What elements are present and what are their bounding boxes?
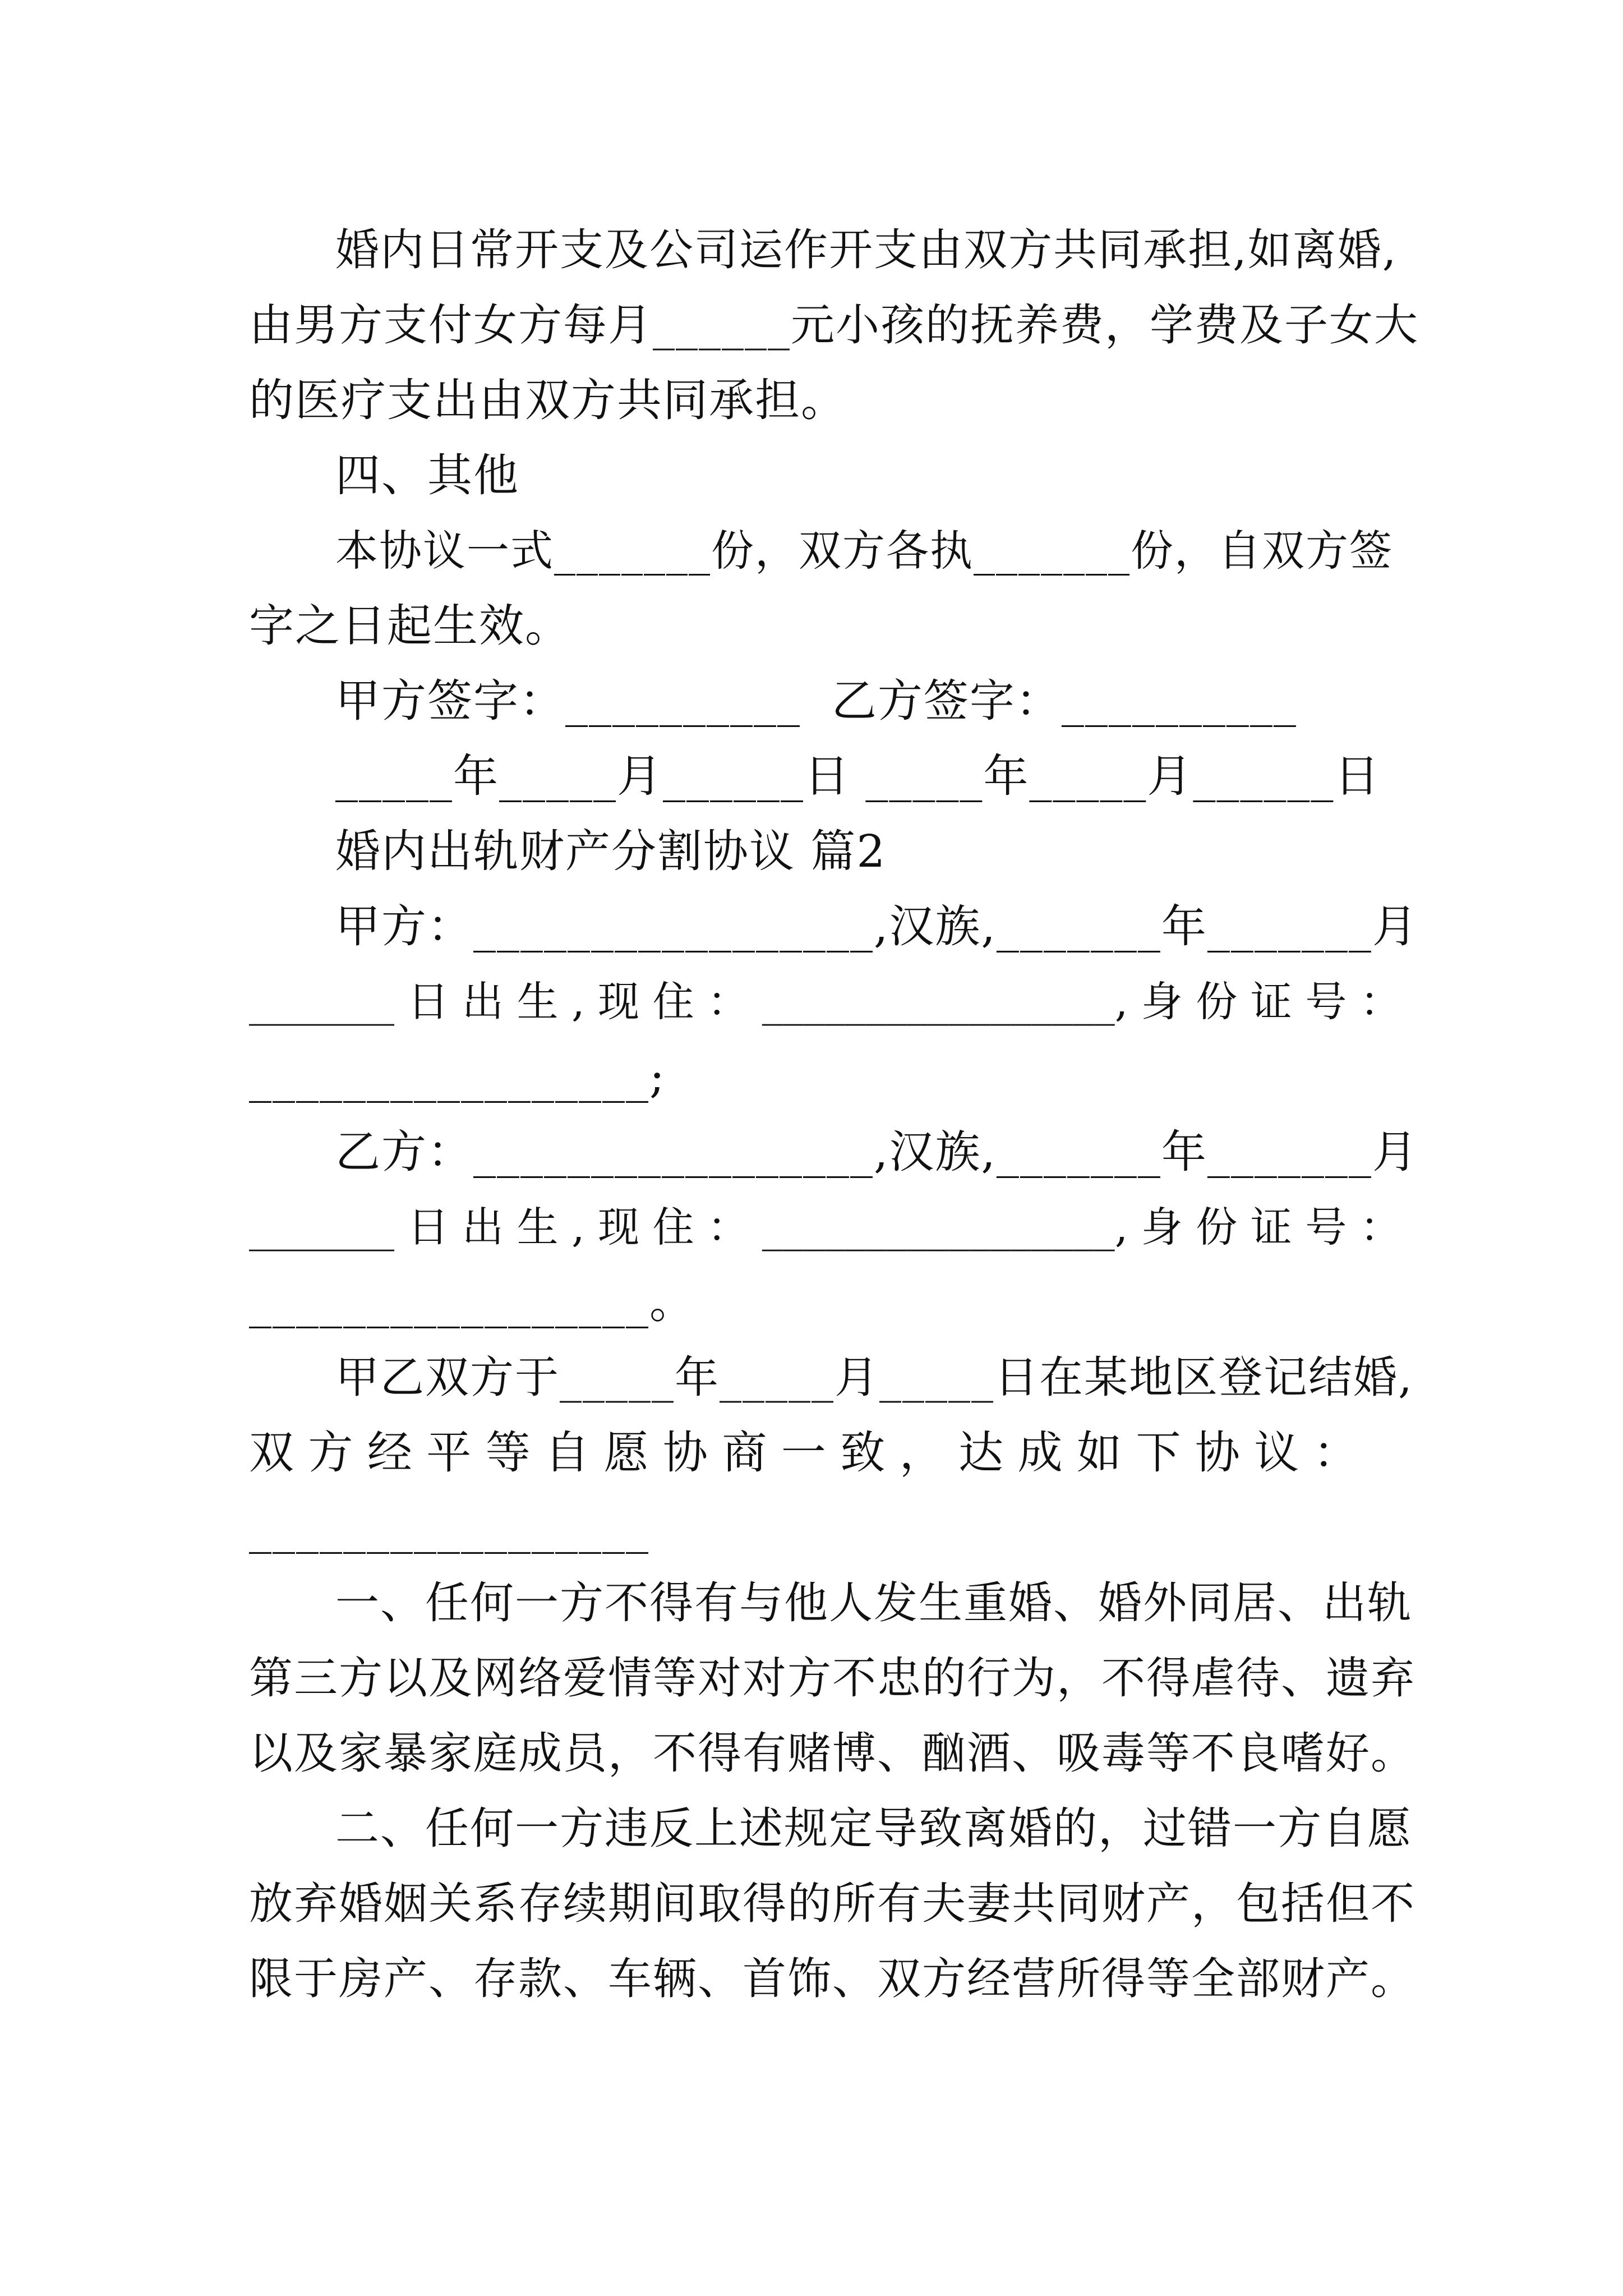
blank-line: _________________: [249, 1502, 649, 1554]
signature-line: 甲方签字：__________ 乙方签字：__________: [335, 675, 1297, 727]
paragraph-line: 字之日起生效。: [249, 600, 571, 652]
party-b-line: _______ 日 出 生 , 现 住 ： _________________, 身 份 证 号 ：: [249, 1203, 1401, 1251]
clause-line: 以及家暴家庭成员，不得有赌博、酗酒、吸毒等不良嗜好。: [249, 1728, 1416, 1779]
clause-line: 放弃婚姻关系存续期间取得的所有夫妻共同财产，包括但不: [249, 1879, 1416, 1929]
clause-line: 限于房产、存款、车辆、首饰、双方经营所得等全部财产。: [249, 1954, 1416, 2004]
date-line: _____年_____月______日 _____年_____月______日: [335, 750, 1381, 802]
party-b-line: 乙方：_________________,汉族,_______年_______月: [335, 1126, 1418, 1178]
paragraph-line: 本协议一式_______份，双方各执_______份，自双方签: [335, 526, 1393, 576]
paragraph-line: 双 方 经 平 等 自 愿 协 商 一 致 ， 达 成 如 下 协 议 ：: [249, 1427, 1358, 1479]
party-a-line: _________________;: [249, 1051, 666, 1103]
party-a-line: 甲方：_________________,汉族,_______年_______月: [335, 900, 1418, 953]
party-b-line: _________________。: [249, 1276, 695, 1328]
clause-line: 二、任何一方违反上述规定导致离婚的，过错一方自愿: [335, 1803, 1413, 1854]
clause-line: 第三方以及网络爱情等对对方不忠的行为，不得虐待、遗弃: [249, 1653, 1416, 1704]
clause-line: 一、任何一方不得有与他人发生重婚、婚外同居、出轨: [335, 1578, 1413, 1628]
paragraph-line: 甲乙双方于_____年_____月_____日在某地区登记结婚,: [335, 1352, 1413, 1403]
paragraph-line: 的医疗支出由双方共同承担。: [249, 374, 847, 426]
paragraph-line: 由男方支付女方每月______元小孩的抚养费，学费及子女大: [249, 300, 1419, 351]
party-a-line: _______ 日 出 生 , 现 住 ： _________________, 身 份 证 号 ：: [249, 978, 1401, 1026]
section-heading: 四、其他: [335, 449, 519, 501]
document-title: 婚内出轨财产分割协议 篇2: [335, 825, 887, 877]
paragraph-line: 婚内日常开支及公司运作开支由双方共同承担,如离婚,: [335, 225, 1398, 275]
